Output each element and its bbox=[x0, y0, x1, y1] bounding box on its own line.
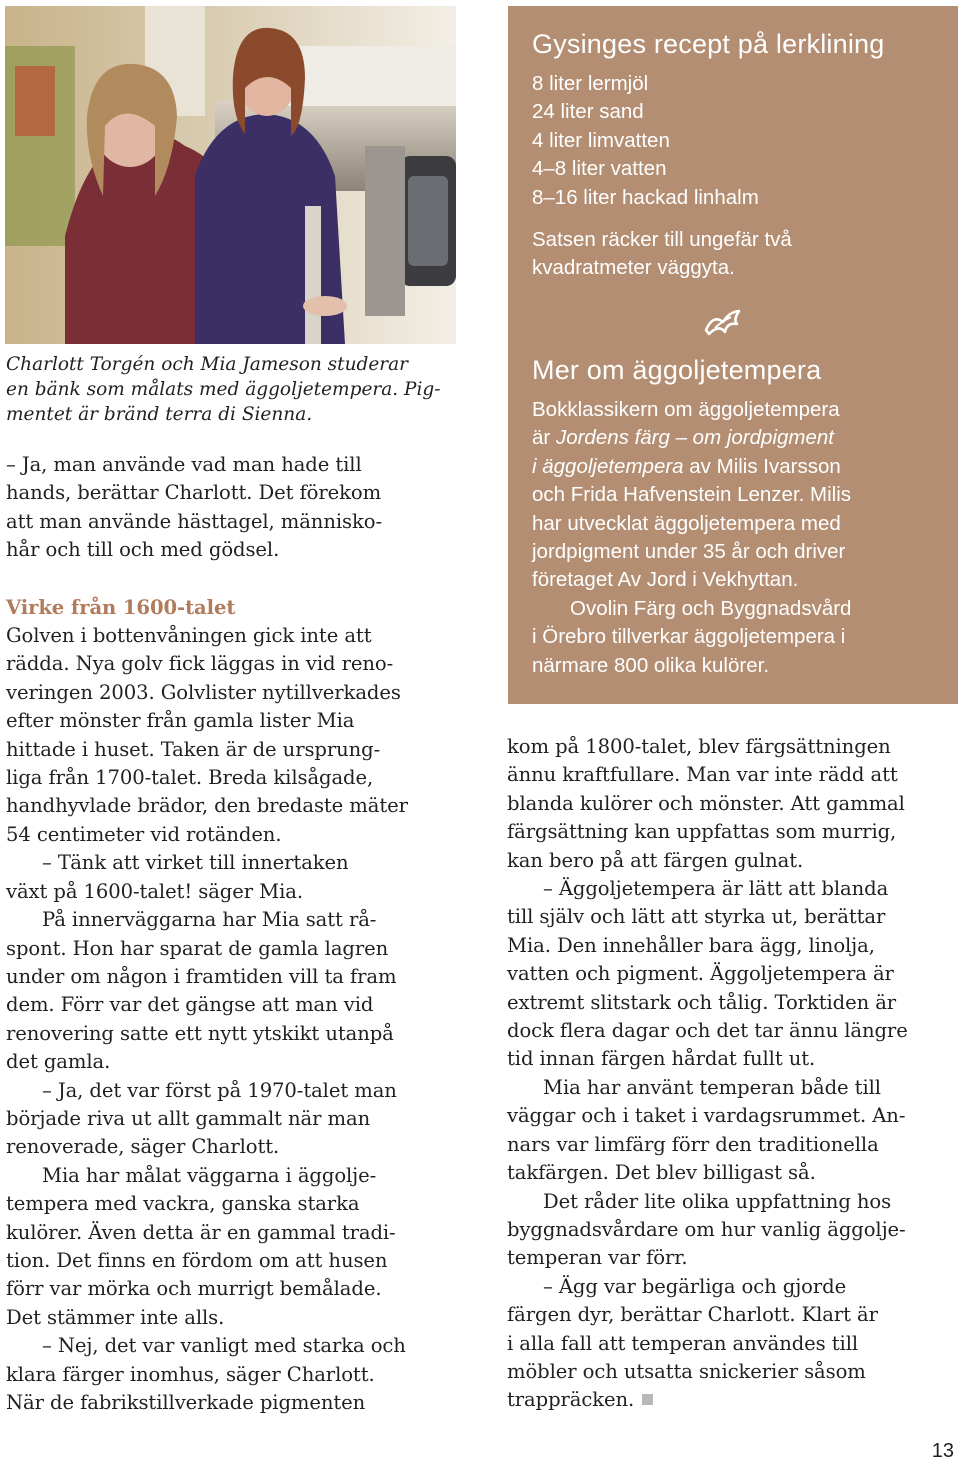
more-section bbox=[532, 354, 942, 680]
sidebar-line: och Frida Hafvenstein Lenzer. Milis bbox=[532, 483, 852, 507]
body-line: Golven i bottenvåningen gick inte att bbox=[6, 624, 372, 648]
sidebar-text: är bbox=[532, 426, 556, 450]
body-line: liga från 1700-talet. Breda kilsågade, bbox=[6, 766, 374, 790]
recipe-item: 24 liter sand bbox=[532, 100, 644, 124]
body-text: trappräcken. bbox=[507, 1388, 635, 1412]
photo-caption bbox=[6, 352, 458, 428]
body-line: Mia har målat väggarna i äggolje- bbox=[42, 1163, 377, 1187]
body-line: hands, berättar Charlott. Det förekom bbox=[6, 481, 382, 505]
caption-line: mentet är bränd terra di Sienna. bbox=[6, 404, 313, 426]
body-line: – Tänk att virket till innertaken bbox=[42, 851, 349, 875]
sidebar-line: Ovolin Färg och Byggnadsvård bbox=[570, 596, 852, 620]
right-column bbox=[507, 733, 959, 1415]
body-line: – Ja, det var först på 1970-talet man bbox=[42, 1078, 397, 1102]
recipe-note: Satsen räcker till ungefär två bbox=[532, 228, 792, 252]
body-line: i alla fall att temperan användes till bbox=[507, 1331, 859, 1355]
body-line: blanda kulörer och mönster. Att gammal bbox=[507, 791, 905, 815]
body-line: Det stämmer inte alls. bbox=[6, 1305, 225, 1329]
body-line: under om någon i framtiden vill ta fram bbox=[6, 964, 397, 988]
body-line: Det råder lite olika uppfattning hos bbox=[543, 1189, 892, 1213]
body-line: hittade i huset. Taken är de ursprung- bbox=[6, 737, 381, 761]
body-line: – Ja, man använde vad man hade till bbox=[6, 453, 362, 476]
sidebar-text: av Milis Ivarsson bbox=[683, 454, 841, 478]
body-line: Mia. Den innehåller bara ägg, linolja, bbox=[507, 933, 875, 957]
body-line: rädda. Nya golv fick läggas in vid reno- bbox=[6, 652, 394, 676]
body-line: möbler och utsatta snickerier såsom bbox=[507, 1359, 866, 1383]
body-line: kan bero på att färgen gulnat. bbox=[507, 848, 804, 872]
body-line: att man använde hästtagel, människo- bbox=[6, 509, 382, 533]
body-line: renoverade, säger Charlott. bbox=[6, 1135, 280, 1159]
leaf-ornament-icon bbox=[703, 308, 743, 338]
recipe-item: 8 liter lermjöl bbox=[532, 72, 649, 95]
sidebar-line bbox=[532, 453, 942, 481]
sidebar-line bbox=[532, 424, 942, 452]
sidebar-line: har utvecklat äggoljetempera med bbox=[532, 511, 841, 535]
caption-line: en bänk som målats med äggoljetempera. Pig- bbox=[6, 379, 441, 401]
body-line: till själv och lätt att styrka ut, berättar bbox=[507, 905, 886, 929]
end-mark-icon bbox=[642, 1394, 653, 1405]
body-line: hår och till och med gödsel. bbox=[6, 538, 280, 562]
more-title: Mer om äggoljetempera bbox=[532, 355, 822, 385]
recipe-item: 8–16 liter hackad linhalm bbox=[532, 185, 759, 209]
body-line: vatten och pigment. Äggoljetempera är bbox=[507, 962, 894, 986]
body-line: efter mönster från gamla lister Mia bbox=[6, 709, 355, 733]
body-line: förr var mörka och murrigt bemålade. bbox=[6, 1277, 382, 1301]
body-line: klara färger inomhus, säger Charlott. bbox=[6, 1362, 375, 1386]
photo-illustration bbox=[5, 6, 456, 344]
body-line: takfärgen. Det blev billigast så. bbox=[507, 1161, 816, 1185]
body-line: började riva ut allt gammalt när man bbox=[6, 1106, 371, 1130]
body-line: väggar och i taket i vardagsrummet. An- bbox=[507, 1104, 906, 1128]
recipe-item: 4 liter limvatten bbox=[532, 128, 670, 152]
body-line: – Äggoljetempera är lätt att blanda bbox=[543, 877, 889, 901]
body-line: färgsättning kan uppfattas som murrig, bbox=[507, 820, 897, 844]
spacer bbox=[6, 565, 458, 582]
section-subhead: Virke från 1600-talet bbox=[6, 595, 236, 619]
recipe-note: kvadratmeter väggyta. bbox=[532, 256, 735, 280]
sidebar-line: i Örebro tillverkar äggoljetempera i bbox=[532, 625, 846, 649]
sidebar-line: företaget Av Jord i Vekhyttan. bbox=[532, 568, 799, 592]
body-line: När de fabrikstillverkade pigmenten bbox=[6, 1391, 366, 1414]
body-line: handhyvlade brädor, den bredaste mäter bbox=[6, 794, 408, 818]
left-column bbox=[6, 451, 458, 1417]
body-line: nars var limfärg förr den traditionella bbox=[507, 1132, 879, 1156]
body-line: temperan var förr. bbox=[507, 1246, 688, 1270]
body-line: extremt slitstark och tålig. Torktiden är bbox=[507, 990, 897, 1014]
body-line: kom på 1800-talet, blev färgsättningen bbox=[507, 735, 891, 758]
body-line bbox=[507, 1386, 959, 1414]
body-line: Mia har använt temperan både till bbox=[543, 1075, 881, 1099]
sidebar-line: närmare 800 olika kulörer. bbox=[532, 653, 770, 677]
caption-line: Charlott Torgén och Mia Jameson studerar bbox=[6, 354, 408, 375]
body-line: färgen dyr, berättar Charlott. Klart är bbox=[507, 1303, 878, 1327]
page-number: 13 bbox=[931, 1440, 954, 1462]
recipe-list bbox=[532, 70, 942, 212]
book-title: i äggoljetempera bbox=[532, 454, 684, 478]
recipe-section bbox=[532, 28, 942, 283]
body-line: tion. Det finns en fördom om att husen bbox=[6, 1248, 388, 1272]
body-line: På innerväggarna har Mia satt rå- bbox=[42, 908, 377, 932]
sidebar-box bbox=[508, 6, 958, 704]
body-line: det gamla. bbox=[6, 1050, 111, 1074]
body-line: – Ägg var begärliga och gjorde bbox=[543, 1274, 847, 1298]
photo-two-women-at-bench bbox=[5, 6, 456, 344]
body-line: tid innan färgen hårdat fullt ut. bbox=[507, 1047, 816, 1071]
body-line: ännu kraftfullare. Man var inte rädd att bbox=[507, 763, 898, 787]
body-line: tempera med vackra, ganska starka bbox=[6, 1192, 360, 1216]
body-line: veringen 2003. Golvlister nytillverkades bbox=[6, 680, 401, 704]
body-line: spont. Hon har sparat de gamla lagren bbox=[6, 936, 389, 960]
sidebar-line: Bokklassikern om äggoljetempera bbox=[532, 398, 840, 421]
recipe-item: 4–8 liter vatten bbox=[532, 157, 667, 181]
body-line: – Nej, det var vanligt med starka och bbox=[42, 1334, 406, 1358]
sidebar-line: jordpigment under 35 år och driver bbox=[532, 540, 846, 564]
body-line: dem. Förr var det gängse att man vid bbox=[6, 993, 374, 1017]
body-line: 54 centimeter vid rotänden. bbox=[6, 822, 282, 846]
body-line: kulörer. Även detta är en gammal tradi- bbox=[6, 1220, 396, 1244]
book-title: Jordens färg – om jordpigment bbox=[555, 426, 834, 450]
body-line: dock flera dagar och det tar ännu längre bbox=[507, 1019, 908, 1043]
recipe-title: Gysinges recept på lerklining bbox=[532, 29, 885, 59]
body-line: växt på 1600-talet! säger Mia. bbox=[6, 879, 303, 903]
body-line: byggnadsvårdare om hur vanlig äggolje- bbox=[507, 1217, 906, 1241]
body-line: renovering satte ett nytt ytskikt utanpå bbox=[6, 1021, 394, 1045]
